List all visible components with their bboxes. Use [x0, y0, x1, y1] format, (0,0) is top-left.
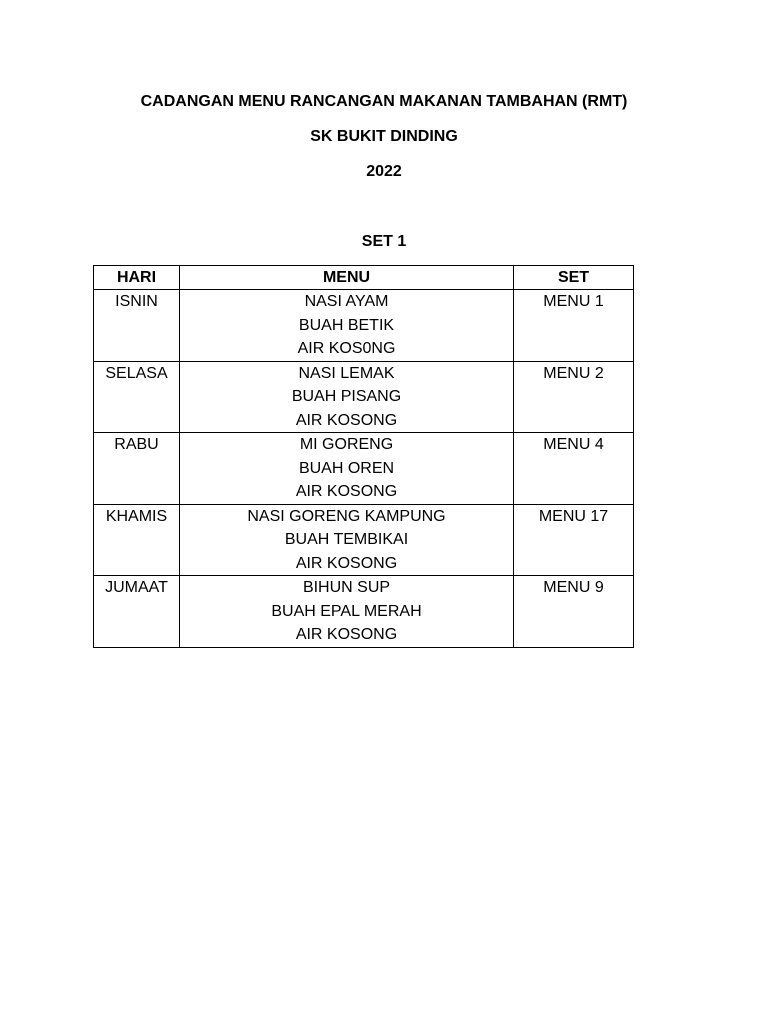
- set-cell: MENU 2: [514, 361, 634, 433]
- menu-item: BUAH TEMBIKAI: [284, 531, 409, 548]
- table-row: [94, 433, 634, 505]
- menu-cell: [180, 433, 514, 505]
- header-set: SET: [514, 266, 634, 290]
- menu-item: BUAH PISANG: [291, 388, 402, 405]
- day-cell: JUMAAT: [94, 576, 180, 648]
- menu-item: MI GORENG: [299, 436, 394, 453]
- header-menu: MENU: [180, 266, 514, 290]
- set-label: SET 1: [361, 233, 407, 250]
- menu-item: BUAH BETIK: [298, 316, 395, 334]
- day-cell: ISNIN: [94, 290, 180, 362]
- menu-cell: [180, 576, 514, 648]
- menu-item: BUAH EPAL MERAH: [271, 602, 422, 620]
- set-cell: MENU 4: [514, 433, 634, 505]
- menu-cell: [180, 290, 514, 362]
- menu-item: BIHUN SUP: [302, 579, 391, 596]
- set-cell: MENU 9: [514, 576, 634, 648]
- set-cell: MENU 1: [514, 290, 634, 362]
- day-cell: SELASA: [94, 361, 180, 433]
- menu-item: AIR KOSONG: [295, 554, 398, 572]
- menu-item: AIR KOS0NG: [297, 340, 396, 357]
- menu-item: NASI LEMAK: [298, 364, 395, 382]
- table-row: [94, 361, 634, 433]
- set-cell: MENU 17: [514, 504, 634, 576]
- menu-item: AIR KOSONG: [295, 483, 398, 500]
- day-cell: KHAMIS: [94, 504, 180, 576]
- table-row: [94, 290, 634, 362]
- menu-item: BUAH OREN: [298, 459, 395, 477]
- menu-item: NASI GORENG KAMPUNG: [247, 507, 446, 525]
- menu-cell: [180, 504, 514, 576]
- header-day: HARI: [94, 266, 180, 290]
- day-cell: RABU: [94, 433, 180, 505]
- table-header-row: [94, 266, 634, 290]
- table-row: [94, 504, 634, 576]
- menu-table: [93, 265, 634, 648]
- menu-item: AIR KOSONG: [295, 626, 398, 643]
- menu-item: AIR KOSONG: [295, 411, 398, 429]
- document-title: CADANGAN MENU RANCANGAN MAKANAN TAMBAHAN (RMT): [140, 93, 628, 110]
- document-year: 2022: [366, 163, 402, 180]
- menu-cell: [180, 361, 514, 433]
- table-row: [94, 576, 634, 648]
- school-name: SK BUKIT DINDING: [310, 128, 458, 145]
- menu-item: NASI AYAM: [304, 293, 389, 310]
